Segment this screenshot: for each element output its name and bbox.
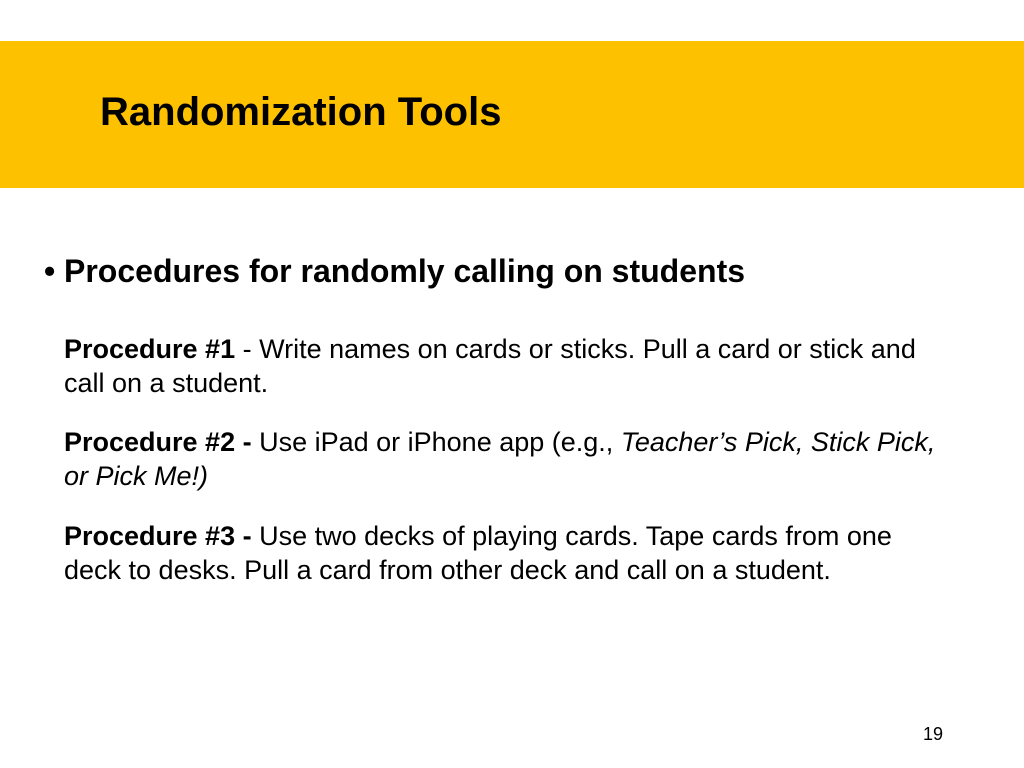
bullet-heading: [44, 251, 745, 291]
procedure-3-text: Use two decks of playing cards. Tape cards from one deck to desks. Pull a card from other deck and call on a student.: [64, 521, 892, 585]
procedure-3-label: Procedure #3 -: [64, 521, 252, 551]
procedure-2-label: Procedure #2 -: [64, 427, 252, 457]
procedure-1-text: - Write names on cards or sticks. Pull a card or stick and call on a student.: [64, 334, 916, 398]
bullet-dot: •: [44, 253, 56, 289]
procedure-1-label: Procedure #1: [64, 334, 236, 364]
procedure-2-text: Use iPad or iPhone app (e.g.,: [251, 427, 621, 457]
procedure-2: [64, 425, 954, 493]
slide-title: Randomization Tools: [100, 90, 502, 134]
procedure-1: [64, 332, 954, 400]
page-number: 19: [922, 724, 943, 744]
procedure-3: [64, 519, 954, 587]
bullet-heading-text: Procedures for randomly calling on students: [64, 253, 746, 289]
procedure-2-app-names: Teacher’s Pick, Stick Pick, or Pick Me!): [64, 427, 936, 491]
